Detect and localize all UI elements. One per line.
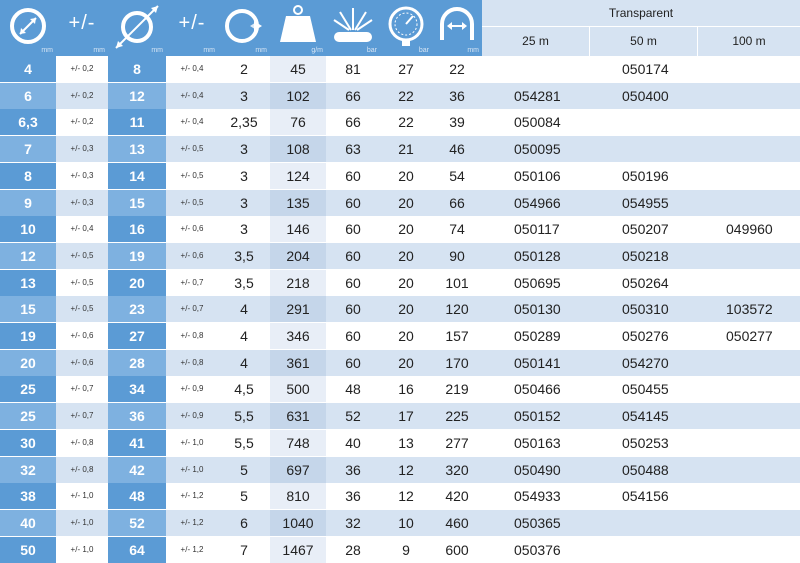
table-row: [0, 376, 800, 402]
outer-tolerance-cell: +/- 1,2: [166, 537, 218, 563]
inner-tolerance-cell: +/- 1,0: [56, 537, 108, 563]
burst-pressure-cell: 60: [326, 163, 380, 189]
wall-thickness-cell: 3: [218, 216, 270, 242]
bend-radius-cell: 90: [432, 243, 482, 269]
burst-pressure-cell: 36: [326, 457, 380, 483]
article-100m-cell: [698, 350, 800, 376]
outer-tolerance-cell: +/- 0,9: [166, 403, 218, 429]
article-50m-cell: 054955: [590, 190, 698, 216]
inner-tolerance-cell: +/- 0,3: [56, 163, 108, 189]
outer-diameter-cell: 8: [108, 56, 166, 82]
table-row: [0, 323, 800, 349]
article-25m-cell: 054281: [482, 83, 590, 109]
working-pressure-cell: 9: [380, 537, 432, 563]
weight-cell: 291: [270, 296, 326, 322]
article-25m-cell: 050095: [482, 136, 590, 162]
inner-tolerance-cell: +/- 0,5: [56, 243, 108, 269]
inner-diameter-header: [0, 0, 56, 56]
weight-cell: 500: [270, 376, 326, 402]
article-25m-cell: 050695: [482, 270, 590, 296]
wall-thickness-cell: 3: [218, 190, 270, 216]
article-50m-cell: 050455: [590, 376, 698, 402]
inner-diameter-cell: 19: [0, 323, 56, 349]
inner-diameter-cell: 25: [0, 403, 56, 429]
wall-thickness-cell: 6: [218, 510, 270, 536]
inner-tolerance-cell: +/- 0,5: [56, 270, 108, 296]
article-25m-cell: 050163: [482, 430, 590, 456]
inner-tolerance-cell: +/- 0,7: [56, 403, 108, 429]
inner-diameter-cell: 38: [0, 483, 56, 509]
outer-tolerance-cell: +/- 0,5: [166, 163, 218, 189]
bend-radius-cell: 74: [432, 216, 482, 242]
bend-radius-cell: 219: [432, 376, 482, 402]
bend-radius-cell: 320: [432, 457, 482, 483]
unit-label: bar: [366, 47, 377, 54]
article-100m-cell: [698, 109, 800, 135]
wall-thickness-cell: 5,5: [218, 430, 270, 456]
article-50m-cell: 050400: [590, 83, 698, 109]
working-pressure-cell: 20: [380, 216, 432, 242]
table-row: [0, 296, 800, 322]
outer-tolerance-cell: +/- 0,9: [166, 376, 218, 402]
table-row: [0, 403, 800, 429]
inner-diameter-cell: 32: [0, 457, 56, 483]
working-pressure-cell: 20: [380, 323, 432, 349]
burst-pressure-cell: 28: [326, 537, 380, 563]
bend-radius-cell: 157: [432, 323, 482, 349]
working-pressure-header: [380, 0, 432, 56]
bend-radius-cell: 120: [432, 296, 482, 322]
weight-cell: 204: [270, 243, 326, 269]
bend-radius-cell: 101: [432, 270, 482, 296]
working-pressure-cell: 20: [380, 243, 432, 269]
inner-diameter-cell: 6: [0, 83, 56, 109]
inner-tolerance-cell: +/- 0,5: [56, 296, 108, 322]
bend-radius-cell: 36: [432, 83, 482, 109]
burst-pressure-cell: 66: [326, 83, 380, 109]
inner-diameter-cell: 9: [0, 190, 56, 216]
unit-label: mm: [93, 47, 105, 54]
article-25m-cell: [482, 56, 590, 82]
outer-diameter-cell: 48: [108, 483, 166, 509]
article-100m-cell: [698, 56, 800, 82]
outer-diameter-cell: 28: [108, 350, 166, 376]
bend-radius-cell: 46: [432, 136, 482, 162]
working-pressure-cell: 21: [380, 136, 432, 162]
article-25m-cell: 050084: [482, 109, 590, 135]
burst-pressure-cell: 60: [326, 243, 380, 269]
inner-tolerance-cell: +/- 0,8: [56, 457, 108, 483]
article-50m-cell: [590, 537, 698, 563]
table-row: [0, 56, 800, 82]
inner-tolerance-cell: +/- 0,3: [56, 190, 108, 216]
outer-tolerance-cell: +/- 0,5: [166, 136, 218, 162]
bend-radius-cell: 170: [432, 350, 482, 376]
inner-tolerance-cell: +/- 0,6: [56, 323, 108, 349]
bend-radius-cell: 277: [432, 430, 482, 456]
wall-thickness-cell: 4: [218, 323, 270, 349]
article-25m-cell: 050128: [482, 243, 590, 269]
bend-radius-cell: 420: [432, 483, 482, 509]
article-50m-cell: 050207: [590, 216, 698, 242]
table-row: [0, 537, 800, 563]
burst-pressure-cell: 40: [326, 430, 380, 456]
article-100m-cell: [698, 83, 800, 109]
length-header-100m: 100 m: [698, 27, 800, 56]
article-100m-cell: [698, 483, 800, 509]
article-100m-cell: 103572: [698, 296, 800, 322]
article-50m-cell: 050174: [590, 56, 698, 82]
inner-diameter-cell: 8: [0, 163, 56, 189]
wall-thickness-header: [218, 0, 270, 56]
outer-diameter-cell: 34: [108, 376, 166, 402]
article-100m-cell: [698, 403, 800, 429]
article-100m-cell: [698, 243, 800, 269]
outer-tolerance-cell: +/- 1,0: [166, 430, 218, 456]
transparent-group-title: Transparent: [482, 0, 800, 26]
wall-thickness-cell: 5: [218, 483, 270, 509]
outer-tolerance-cell: +/- 0,6: [166, 216, 218, 242]
burst-pressure-cell: 52: [326, 403, 380, 429]
article-25m-cell: 050490: [482, 457, 590, 483]
outer-tolerance-header: [166, 0, 218, 56]
outer-diameter-cell: 42: [108, 457, 166, 483]
article-100m-cell: 049960: [698, 216, 800, 242]
weight-cell: 631: [270, 403, 326, 429]
inner-tolerance-cell: +/- 0,2: [56, 83, 108, 109]
working-pressure-cell: 12: [380, 457, 432, 483]
bend-radius-cell: 66: [432, 190, 482, 216]
burst-pressure-cell: 60: [326, 190, 380, 216]
inner-tolerance-cell: +/- 0,2: [56, 56, 108, 82]
outer-diameter-header: [108, 0, 166, 56]
weight-header: [270, 0, 326, 56]
outer-tolerance-cell: +/- 1,0: [166, 457, 218, 483]
bend-radius-cell: 460: [432, 510, 482, 536]
table-row: [0, 109, 800, 135]
inner-tolerance-cell: +/- 0,6: [56, 350, 108, 376]
article-100m-cell: [698, 430, 800, 456]
outer-tolerance-cell: +/- 0,7: [166, 296, 218, 322]
bend-radius-cell: 600: [432, 537, 482, 563]
article-50m-cell: 050253: [590, 430, 698, 456]
unit-label: mm: [41, 47, 53, 54]
article-25m-cell: 050466: [482, 376, 590, 402]
burst-pressure-cell: 60: [326, 270, 380, 296]
weight-cell: 76: [270, 109, 326, 135]
table-row: [0, 457, 800, 483]
table-row: [0, 190, 800, 216]
burst-pressure-header: [326, 0, 380, 56]
article-100m-cell: [698, 537, 800, 563]
outer-tolerance-cell: +/- 0,4: [166, 109, 218, 135]
wall-thickness-cell: 2: [218, 56, 270, 82]
burst-pressure-cell: 60: [326, 323, 380, 349]
working-pressure-cell: 20: [380, 270, 432, 296]
inner-tolerance-cell: +/- 0,7: [56, 376, 108, 402]
article-100m-cell: [698, 510, 800, 536]
weight-cell: 810: [270, 483, 326, 509]
length-header-50m: 50 m: [590, 27, 697, 56]
article-100m-cell: [698, 270, 800, 296]
outer-tolerance-cell: +/- 1,2: [166, 483, 218, 509]
working-pressure-cell: 16: [380, 376, 432, 402]
burst-pressure-cell: 32: [326, 510, 380, 536]
tolerance-symbol: +/-: [68, 12, 96, 34]
outer-diameter-cell: 15: [108, 190, 166, 216]
working-pressure-cell: 27: [380, 56, 432, 82]
weight-cell: 346: [270, 323, 326, 349]
outer-diameter-cell: 36: [108, 403, 166, 429]
inner-tolerance-cell: +/- 0,3: [56, 136, 108, 162]
table-row: [0, 350, 800, 376]
outer-diameter-cell: 52: [108, 510, 166, 536]
tolerance-symbol: +/-: [178, 12, 206, 34]
table-row: [0, 483, 800, 509]
outer-tolerance-cell: +/- 0,4: [166, 56, 218, 82]
inner-tolerance-cell: +/- 1,0: [56, 510, 108, 536]
article-50m-cell: 050276: [590, 323, 698, 349]
article-25m-cell: 050130: [482, 296, 590, 322]
inner-diameter-cell: 50: [0, 537, 56, 563]
burst-pressure-cell: 48: [326, 376, 380, 402]
inner-tolerance-cell: +/- 1,0: [56, 483, 108, 509]
article-100m-cell: [698, 190, 800, 216]
table-row: [0, 430, 800, 456]
outer-diameter-cell: 14: [108, 163, 166, 189]
inner-diameter-cell: 6,3: [0, 109, 56, 135]
article-50m-cell: 050218: [590, 243, 698, 269]
article-25m-cell: 054933: [482, 483, 590, 509]
weight-cell: 1040: [270, 510, 326, 536]
working-pressure-cell: 10: [380, 510, 432, 536]
weight-cell: 218: [270, 270, 326, 296]
working-pressure-cell: 20: [380, 350, 432, 376]
burst-pressure-cell: 81: [326, 56, 380, 82]
weight-cell: 45: [270, 56, 326, 82]
bend-radius-cell: 54: [432, 163, 482, 189]
outer-tolerance-cell: +/- 0,8: [166, 323, 218, 349]
article-25m-cell: 050365: [482, 510, 590, 536]
wall-thickness-cell: 3,5: [218, 243, 270, 269]
article-100m-cell: [698, 163, 800, 189]
outer-diameter-cell: 19: [108, 243, 166, 269]
working-pressure-cell: 12: [380, 483, 432, 509]
inner-tolerance-cell: +/- 0,2: [56, 109, 108, 135]
wall-thickness-cell: 3,5: [218, 270, 270, 296]
outer-diameter-cell: 41: [108, 430, 166, 456]
inner-tolerance-cell: +/- 0,4: [56, 216, 108, 242]
burst-pressure-cell: 36: [326, 483, 380, 509]
inner-diameter-cell: 4: [0, 56, 56, 82]
outer-diameter-cell: 16: [108, 216, 166, 242]
weight-cell: 1467: [270, 537, 326, 563]
bend-radius-cell: 225: [432, 403, 482, 429]
length-header-25m: 25 m: [482, 27, 589, 56]
wall-thickness-cell: 3: [218, 83, 270, 109]
inner-diameter-cell: 30: [0, 430, 56, 456]
working-pressure-cell: 22: [380, 109, 432, 135]
inner-diameter-cell: 40: [0, 510, 56, 536]
burst-pressure-cell: 66: [326, 109, 380, 135]
weight-cell: 146: [270, 216, 326, 242]
outer-diameter-cell: 64: [108, 537, 166, 563]
wall-thickness-cell: 4: [218, 350, 270, 376]
burst-pressure-cell: 60: [326, 350, 380, 376]
bend-radius-cell: 22: [432, 56, 482, 82]
article-50m-cell: 050196: [590, 163, 698, 189]
article-100m-cell: [698, 376, 800, 402]
burst-pressure-cell: 60: [326, 216, 380, 242]
working-pressure-cell: 17: [380, 403, 432, 429]
working-pressure-cell: 20: [380, 190, 432, 216]
weight-cell: 697: [270, 457, 326, 483]
article-50m-cell: [590, 510, 698, 536]
article-50m-cell: 054145: [590, 403, 698, 429]
article-50m-cell: 054156: [590, 483, 698, 509]
burst-pressure-cell: 63: [326, 136, 380, 162]
article-50m-cell: [590, 109, 698, 135]
article-25m-cell: 050117: [482, 216, 590, 242]
bend-radius-header: [432, 0, 482, 56]
outer-tolerance-cell: +/- 0,4: [166, 83, 218, 109]
inner-tolerance-header: [56, 0, 108, 56]
outer-tolerance-cell: +/- 0,8: [166, 350, 218, 376]
inner-diameter-cell: 25: [0, 376, 56, 402]
table-row: [0, 216, 800, 242]
article-50m-cell: 050488: [590, 457, 698, 483]
inner-tolerance-cell: +/- 0,8: [56, 430, 108, 456]
weight-cell: 135: [270, 190, 326, 216]
outer-diameter-cell: 11: [108, 109, 166, 135]
weight-cell: 102: [270, 83, 326, 109]
bend-radius-cell: 39: [432, 109, 482, 135]
table-row: [0, 83, 800, 109]
weight-cell: 748: [270, 430, 326, 456]
outer-diameter-cell: 13: [108, 136, 166, 162]
article-25m-cell: 050141: [482, 350, 590, 376]
inner-diameter-cell: 20: [0, 350, 56, 376]
inner-diameter-cell: 7: [0, 136, 56, 162]
working-pressure-cell: 22: [380, 83, 432, 109]
table-row: [0, 163, 800, 189]
table-row: [0, 243, 800, 269]
weight-cell: 108: [270, 136, 326, 162]
wall-thickness-cell: 2,35: [218, 109, 270, 135]
wall-thickness-cell: 4: [218, 296, 270, 322]
table-row: [0, 510, 800, 536]
outer-diameter-cell: 23: [108, 296, 166, 322]
inner-diameter-cell: 12: [0, 243, 56, 269]
wall-thickness-cell: 3: [218, 136, 270, 162]
working-pressure-cell: 20: [380, 163, 432, 189]
inner-diameter-cell: 10: [0, 216, 56, 242]
article-25m-cell: 050376: [482, 537, 590, 563]
table-row: [0, 270, 800, 296]
working-pressure-cell: 13: [380, 430, 432, 456]
unit-label: bar: [418, 47, 429, 54]
outer-diameter-cell: 20: [108, 270, 166, 296]
article-100m-cell: [698, 136, 800, 162]
article-25m-cell: 050106: [482, 163, 590, 189]
article-100m-cell: [698, 457, 800, 483]
outer-tolerance-cell: +/- 0,6: [166, 243, 218, 269]
inner-diameter-cell: 15: [0, 296, 56, 322]
working-pressure-cell: 20: [380, 296, 432, 322]
outer-tolerance-cell: +/- 1,2: [166, 510, 218, 536]
unit-label: g/m: [311, 47, 323, 54]
article-25m-cell: 050152: [482, 403, 590, 429]
outer-tolerance-cell: +/- 0,5: [166, 190, 218, 216]
outer-tolerance-cell: +/- 0,7: [166, 270, 218, 296]
article-25m-cell: 054966: [482, 190, 590, 216]
wall-thickness-cell: 3: [218, 163, 270, 189]
burst-pressure-cell: 60: [326, 296, 380, 322]
unit-label: mm: [203, 47, 215, 54]
article-50m-cell: 050310: [590, 296, 698, 322]
unit-label: mm: [151, 47, 163, 54]
wall-thickness-cell: 7: [218, 537, 270, 563]
wall-thickness-cell: 4,5: [218, 376, 270, 402]
wall-thickness-cell: 5,5: [218, 403, 270, 429]
wall-thickness-cell: 5: [218, 457, 270, 483]
outer-diameter-cell: 12: [108, 83, 166, 109]
article-50m-cell: [590, 136, 698, 162]
weight-cell: 361: [270, 350, 326, 376]
article-100m-cell: 050277: [698, 323, 800, 349]
inner-diameter-cell: 13: [0, 270, 56, 296]
weight-cell: 124: [270, 163, 326, 189]
article-25m-cell: 050289: [482, 323, 590, 349]
unit-label: mm: [467, 47, 479, 54]
outer-diameter-cell: 27: [108, 323, 166, 349]
article-50m-cell: 050264: [590, 270, 698, 296]
article-50m-cell: 054270: [590, 350, 698, 376]
unit-label: mm: [255, 47, 267, 54]
table-row: [0, 136, 800, 162]
